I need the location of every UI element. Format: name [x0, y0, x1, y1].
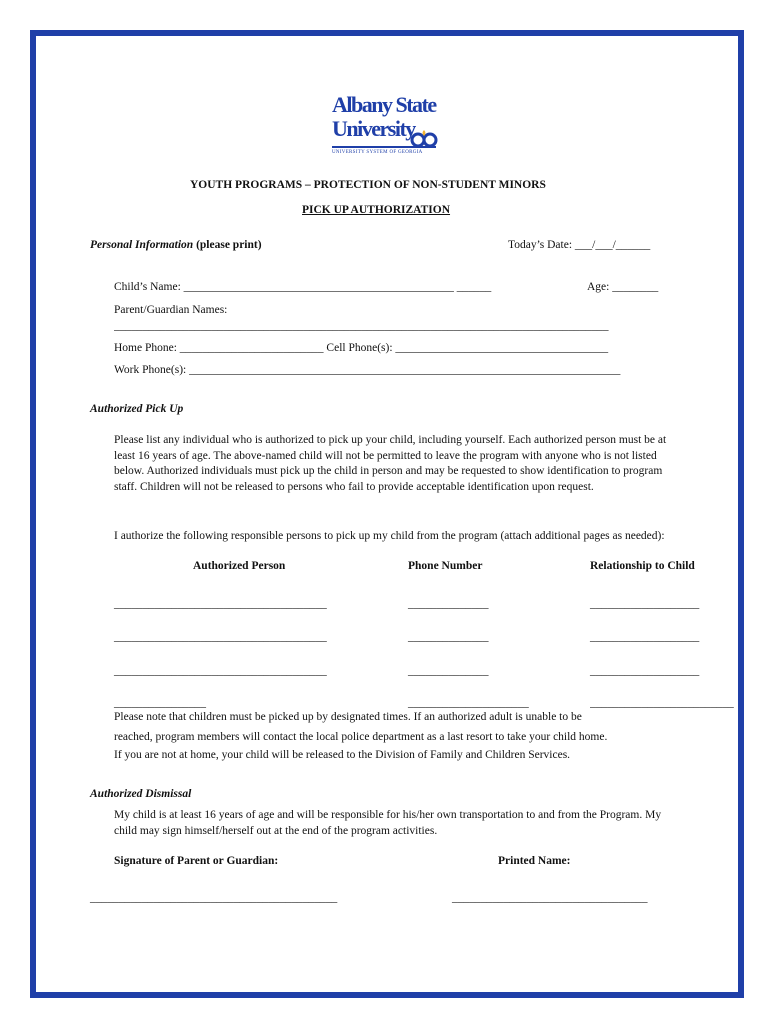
- printed-name-field[interactable]: __________________________________: [452, 892, 648, 904]
- phone-number-field[interactable]: ______________: [408, 598, 489, 610]
- logo-line2: University: [332, 116, 415, 141]
- authorized-person-field[interactable]: _____________________________________: [114, 598, 327, 610]
- authorized-person-field[interactable]: ________________: [114, 697, 206, 709]
- phone-fields[interactable]: Home Phone: _________________________ Cell Phone(s): _____________________________________: [114, 342, 609, 354]
- logo-rule: [332, 146, 436, 148]
- authorize-statement: I authorize the following responsible persons to pick up my child from the program (attach additional pages as needed):: [114, 530, 665, 542]
- relationship-field[interactable]: _________________________: [590, 697, 734, 709]
- phone-number-field[interactable]: ______________: [408, 631, 489, 643]
- todays-date-field[interactable]: Today’s Date: ___/___/______: [508, 239, 651, 251]
- logo-tagline: UNIVERSITY SYSTEM OF GEORGIA: [332, 150, 423, 155]
- col-authorized-person: Authorized Person: [193, 560, 286, 572]
- logo-line1: Albany State: [332, 92, 436, 117]
- relationship-field[interactable]: ___________________: [590, 665, 700, 677]
- phone-number-field[interactable]: ______________: [408, 665, 489, 677]
- pickup-heading: Authorized Pick Up: [90, 403, 184, 415]
- phone-number-field[interactable]: _____________________: [408, 697, 529, 709]
- authorized-person-field[interactable]: _____________________________________: [114, 631, 327, 643]
- signature-label: Signature of Parent or Guardian:: [114, 855, 279, 867]
- printed-name-label: Printed Name:: [498, 855, 571, 867]
- relationship-field[interactable]: ___________________: [590, 631, 700, 643]
- pickup-note-line2: reached, program members will contact the local police department as a last resort to take your child home.: [114, 731, 608, 743]
- age-field[interactable]: Age: ________: [587, 281, 659, 293]
- pickup-paragraph: Please list any individual who is authorized to pick up your child, including yourself. Each authorized person must be at least 16 years of age. The above-named child will not be permitted to leave the program with anyone who is not listed below. Authorized individuals must pick up the child in person and may be requested to show identification to program staff. Children will not be released to persons who fail to provide acceptable identification upon request.: [114, 434, 667, 493]
- dismissal-heading: Authorized Dismissal: [90, 788, 192, 800]
- work-phone-field[interactable]: Work Phone(s): ___________________________________________________________________________: [114, 364, 621, 376]
- pickup-note-line3: If you are not at home, your child will be released to the Division of Family and Children Services.: [114, 749, 571, 761]
- signature-field[interactable]: ___________________________________________: [90, 892, 338, 904]
- parent-guardian-field[interactable]: ______________________________________________________________________________________: [114, 320, 609, 332]
- document-title: YOUTH PROGRAMS – PROTECTION OF NON-STUDENT MINORS: [190, 179, 546, 191]
- relationship-field[interactable]: ___________________: [590, 598, 700, 610]
- personal-info-note: (please print): [196, 239, 262, 251]
- page-border: [30, 30, 744, 998]
- col-relationship: Relationship to Child: [590, 560, 695, 572]
- university-logo: [330, 92, 440, 168]
- col-phone-number: Phone Number: [408, 560, 483, 572]
- pickup-note-line1: Please note that children must be picked up by designated times. If an authorized adult is unable to be: [114, 711, 582, 723]
- personal-info-heading: [90, 239, 262, 251]
- parent-guardian-label: Parent/Guardian Names:: [114, 304, 228, 316]
- document-subtitle: PICK UP AUTHORIZATION: [302, 204, 451, 216]
- personal-info-title: Personal Information: [90, 239, 194, 251]
- authorized-person-field[interactable]: _____________________________________: [114, 665, 327, 677]
- dismissal-paragraph: My child is at least 16 years of age and will be responsible for his/her own transportation to and from the Program. My child may sign himself/herself out at the end of the program activities.: [114, 809, 662, 837]
- logo-emblem-icon: [410, 128, 440, 148]
- child-name-field[interactable]: Child’s Name: _______________________________________________ ______: [114, 281, 492, 293]
